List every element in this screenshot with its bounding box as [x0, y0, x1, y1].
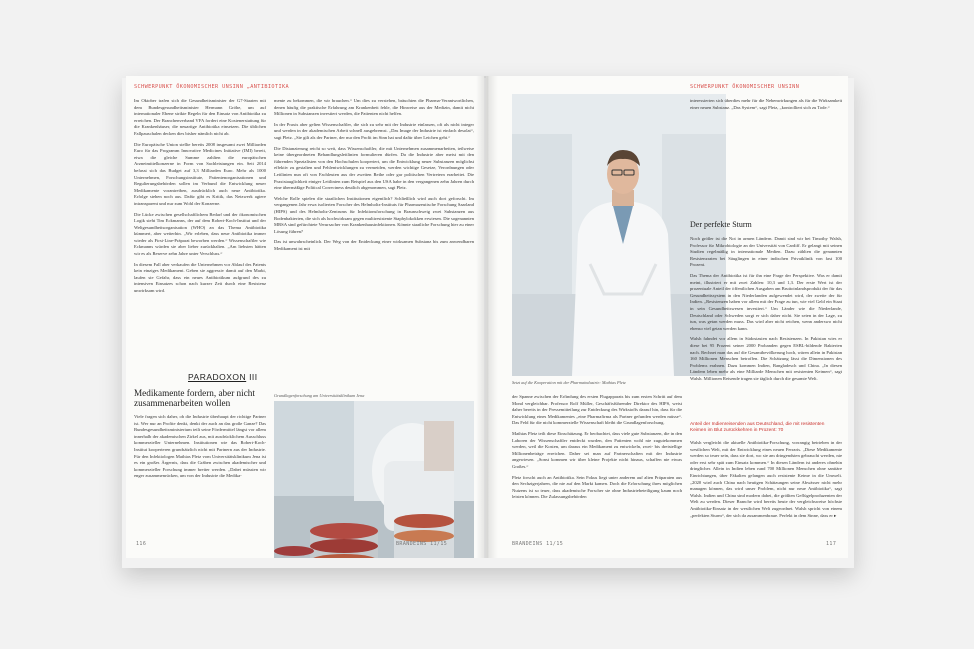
section-tag: SCHWERPUNKT ÖKONOMISCHER UNSINN „ANTIBIOTIKA [134, 84, 290, 90]
paragraph: Das ist unwahrscheinlich. Der Weg von der Entdeckung einer wirksamen Substanz bis zum anwendbaren Medikament ist mit [274, 239, 474, 251]
footer-left: BRANDEINS 11/15 [396, 541, 448, 547]
section-tag-right: SCHWERPUNKT ÖKONOMISCHER UNSINN [690, 84, 800, 90]
paragraph: Im Oktober trafen sich die Gesundheitsminister der G7-Staaten mit dem Bundesgesundheitsminister Hermann Gröhe, um auf internationaler Ebene strikte Regeln für den Einsatz von Antibiotika zu erreichen. Der Branchenverband VFA fordert eine Kostenerstattung für die Krankenhäuser, die neuartige Antibiotika einsetzen. Die üblichen Fallpauschalen decken dies bisher nämlich nicht ab. [134, 98, 266, 136]
footer-right: BRANDEINS 11/15 [512, 541, 564, 547]
paragraph: Walsh fahndet vor allem in Südostasien nach Resistenzen. In Pakistan wies er diese bei 95 Prozent seiner 2000 Probanden gegen ESBL-bildende Bakterien nach. Rechnet man das auf die Gesamtbevölkerung hoch, wären allein in Pakistan 160 Millionen Menschen betroffen. Die Schätzung lässt die Dimensionen des Problems erahnen. Dazu kommen Indien, Bangladesch und China. „In diesen Ländern leben mehr als eine Milliarde Menschen mit resistenten Keimen“, sagt Walsh. Millionen Reisende tragen sie täglich durch die gesamte Welt. [690, 336, 842, 381]
right-column-a [512, 394, 682, 505]
paragraph: Das Thema der Antibiotika ist für ihn eine Frage der Perspektive. Was er damit meint, illustriert er mit zwei Zahlen: 10,3 und 1,3. Der erste Wert ist der prozentuale Anteil der öffentlichen Ausgaben am Bruttoinlandsprodukt der für das Gesundheitssystem in den Niederlanden aufgewendet wird, der zweite der für Indien. „Resistenzen haben vor allem mit der Frage zu tun, wie viel Geld ein Staat in sein Gesundheitswesen investiert.“ Um Länder wie die Niederlande, Deutschland oder Schweden sorgt er sich daher nicht. Sie seien in der Lage, zu tun, was getan werden muss. Das wird aber nicht reichen, wenn anderswo nicht ebenso viel getan werden kann. [690, 272, 842, 331]
right-column-b-bottom-text: Walsh vergleicht die aktuelle Antibiotika-Forschung, vorrangig betrieben in der westlichen Welt, mit der Entwicklung eines neuen Ferraris. „Diese Medikamente werden so teuer sein, dass sie dort, wo sie am dringendsten gebraucht werden, nie oder erst sehr spät zum Einsatz kommen.“ In diesen Ländern ist anderes ohnehin dringlicher. Allein in Indien leben rund 700 Millionen Menschen ohne sanitäre Einrichtungen, über Fäkalien gelangen auch resistente Keime in die Umwelt. „2020 wird auch China nach heutigen Schätzungen seine Abwässer nicht mehr managen können, das wird unser Problem, nicht nur neue Antibiotika“, sagt Walsh. Indien und China sind modern dabei, die größten Geflügelproduzenten der Welt zu werden. Dieser Branche wird bereits heute der vergleichsweise höchste Antibiotika-Einsatz in der westlichen Welt zugeordnet. Walsh spricht von einem „perfekten Sturm“, der sich da zusammenbraue. Perfekt in dem Sinne, dass er [690, 440, 842, 518]
paragraph: Mathias Pletz teilt diese Einschätzung. Er beobachtet, dass viele gute Substanzen, die in den Laboren der Wissenschaftler entdeckt wurden, den Patienten wohl nie zugutekommen werden, weil die Kosten, um daraus ein Medikament zu entwickeln, zwei- bis dreistellige Millionenbeträge erreichen. Daher sei man auf Partnerschaften mit der Industrie angewiesen. „Sonst kommen wir über kleine Projekte nicht hinaus, schaffen nie etwas Großes.“ [512, 430, 682, 469]
paragraph: Noch größer ist die Not in armen Ländern. Damit sind wir bei Timothy Walsh, Professor für Mikrobiologie an der Universität von Cardiff. Er gelangt mit seinen Studien regelmäßig in internationale Medien. Dazu zählten die genannten Resistenzraten bei Säuglingen in einer indischen Privatklinik von fast 100 Prozent. [690, 236, 842, 268]
right-column-b-bottom [690, 440, 842, 519]
subhead: Der perfekte Sturm [690, 220, 752, 229]
article-continue-icon: ▸ [834, 512, 837, 518]
left-column-1 [134, 98, 266, 299]
paradox-numeral: III [249, 372, 258, 382]
paragraph: In diesem Fall aber verkaufen die Unternehmen vor Ablauf des Patents kein einziges Medikament. Geben sie aggressiv damit auf den Markt, laufen sie Gefahr, dass ein neues Antibiotikum aufgrund des zu intensiven Einsatzes schon nach kurzer Zeit durch eine Resistenz unwirksam wird. [134, 261, 266, 294]
paragraph: Viele fragen sich daher, ob die Industrie überhaupt der richtige Partner ist. Wer nur an Profite denkt, denkt der auch an das große Ganze? Das Bundesgesundheitsministerium teilt seine Fördermittel längst vor allem innerhalb der akademischen Zirkel aus, mit ausdrücklichem Ausschluss kommerzieller Unternehmen. Institutionen wie das Robert-Koch-Institut kooperieren grundsätzlich nicht mit Partnern aus der Industrie. Für den Infektiologen Mathias Pletz vom Universitätsklinikum Jena ist es ein großes Ärgernis, dass die Gräben zwischen akademischer und kommerzieller Forschung immer breiter werden. „Dabei müssten wir enger zusammenrücken, um von der Industrie die Medika- [134, 414, 266, 479]
paragraph: Pletz forscht auch an Antibiotika. Sein Fokus liegt unter anderem auf alten Präparaten aus den Sechzigerjahren, die nie auf den Markt kamen. Doch die Erforschung ihres möglichen Nutzens ist so teuer, dass akademische Forscher sie ohne Industriebeteiligung kaum noch leisten können. Die Zulassungsbehörden [512, 474, 682, 500]
lab-photo-illustration [274, 401, 474, 558]
right-column-b [690, 236, 842, 386]
page-number-right: 117 [826, 541, 837, 547]
section-heading: Medikamente fordern, aber nicht zusammenarbeiten wollen [134, 388, 255, 408]
paragraph: Welche Rolle spielen die staatlichen Institutionen eigentlich? Schließlich wird auch dort geforscht. Im vergangenen Jahr erwa isolierten Forscher des Helmholtz-Instituts für Pharmazeutische Forschung Saarland (HIPS) und des Helmholtz-Zentrums für Infektionsforschung in Braunschweig zwei Substanzen aus Bodenbakterien, die sich als hochwirksam gegen multiresistente Staphylokokken erwiesen. Die sogenannten MRSA sind gefürchtete Verursacher von Krankenhausinfektionen. Könnte staatliche Forschung hier zu einer Lösung führen? [274, 195, 474, 234]
paragraph: Die Distanzierung reicht so weit, dass Wissenschaftler, die mit Unternehmen zusammenarbeiten, teilweise keine übergeordneten Behandlungsleitlinien formulieren dürfen. Da die Industrie aber meist mit den führenden Spezialisten von den Hochschulen kooperiert, um die Entwicklung neuer Substanzen möglichst effektiv zu gestalten und Fehlentwicklungen zu vermeiden, werden wichtige Gesetze, Verordnungen oder Leitlinien nun oft von Fachleuten aus der zweiten Reihe oder gar politischen Vertretern erarbeitet. Die Praxistauglichkeit einiger Leitlinien zum Beispiel aus den USA habe in den vergangenen zehn Jahren durch eine übermäßige Political Correctness deutlich abgenommen, sagt Pletz. [274, 145, 474, 191]
paragraph: der Spanne zwischen der Erfindung des ersten Flugapparats bis zum ersten Schritt auf dem Mond vergleichbar. Professor Rolf Müller, Geschäftsführender Direktor des HIPS, weist daher bereits in der Pressemitteilung zur Entdeckung des Wirkstoffs darauf hin, dass für die Entwicklung eines Medikamentes „eine Pharmafirma als Partner gefunden werden müsse“. Das Feld für die nicht kommerzielle Wissenschaft bleibt die Grundlagenforschung. [512, 394, 682, 426]
paradox-label [188, 372, 258, 382]
left-column-2 [274, 98, 474, 256]
left-column-1b [134, 414, 266, 484]
paradox-title: PARADOXON [188, 372, 247, 382]
right-page [486, 76, 848, 558]
left-page [126, 76, 484, 558]
lab-image-caption: Grundlagenforschung am Universitätsklinikum Jena [274, 393, 365, 398]
right-column-b-top: interessierten sich überdies mehr für die Nebenwirkungen als für die Wirksamkeit einer neuen Substanz. „Das System“, sagt Pletz, „kontrolliert sich zu Tode.“ [690, 98, 842, 110]
page-number-left: 116 [136, 541, 147, 547]
paragraph: mente zu bekommen, die wir brauchen.“ Um dies zu verstehen, bräuchten die Pharma-Verantwortlichen, denen häufig die praktische Erfahrung am Krankenbett fehle, die Hinweise aus der Medizin, damit nicht Millionen in Substanzen investiert werden, die Patienten nicht helfen. [274, 98, 474, 117]
portrait-caption: Setzt auf die Kooperation mit der Pharmaindustrie: Mathias Pletz [512, 380, 626, 385]
paragraph: Die Lücke zwischen gesellschaftlichem Bedarf und der ökonomischen Logik sieht Tim Eckmanns, der auf dem Robert-Koch-Institut und der Weltgesundheitsorganisation (WHO) an das Thema Antibiotika kümmert, aber weiterhin. „Wir erleben, dass neue Antibiotika immer wieder als First-Line-Präparat beworben werden.“ Wissenschaftler wie Eckmanns würden sie aber lieber zurückhalten. „Am liebsten hätten wir es als Reserve zehn Jahre unter Verschluss.“ [134, 211, 266, 257]
statistic-caption: Anteil der Indienreisenden aus Deutschland, die mit resistenten Keimen im Blut zurückkehren in Prozent: 70 [690, 422, 825, 434]
paragraph: In der Praxis aber gelten Wissenschaftler, die sich zu sehr mit der Industrie einlassen, oft als nicht integer und werden in der akademischen Arbeit schnell ausgebremst. „Das Image der Industrie ist einfach desolat“, sagt Pletz. „Sie gilt als der Partner, der nur den Profit im Sinn hat und dafür über Leichen geht.“ [274, 121, 474, 140]
paragraph: Die Europäische Union stellte bereits 2008 insgesamt zwei Milliarden Euro für das Programm Innovative Medicines Initiative (IMI) bereit, etwa die gleiche Summe zahlten die europäischen Arzneimittelkonzerne in Form von Sachleistungen ein. Seit 2014 befasst sich das Budget auf 3,3 Milliarden Euro. Mehr als 1000 Unternehmen, Forschungsinstitute, Patientenorganisationen und Regulierungsbehörden sollen im Verbund die Entwicklung neuer Medikamente vorantreiben, ausdrücklich auch neue Antibiotika. Erfolge stehen noch aus. Dafür gibt es Kritik, das Netzwerk agiere intransparent und nur zum Wohl der Konzerne. [134, 141, 266, 206]
lab-photo [274, 401, 474, 558]
